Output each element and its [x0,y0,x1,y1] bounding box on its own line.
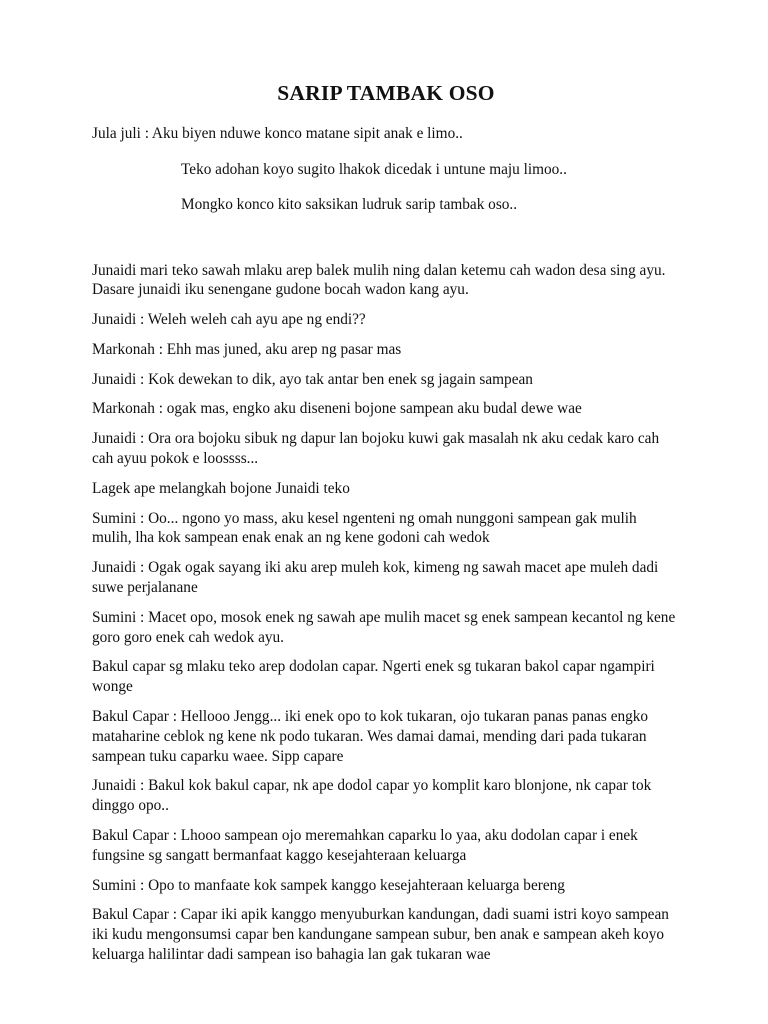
paragraph: Bakul Capar : Hellooo Jengg... iki enek opo to kok tukaran, ojo tukaran panas panas engko mataharine ceblok ng kene nk podo tukaran. Wes damai damai, mending dari pada tukaran sampean tuku caparku waee. Sipp capare [92,708,649,765]
paragraph: Lagek ape melangkah bojone Junaidi teko [92,479,350,497]
spacer [92,225,680,261]
document-title: SARIP TAMBAK OSO [277,81,495,105]
paragraph: Junaidi mari teko sawah mlaku arep balek mulih ning dalan ketemu cah wadon desa sing ayu. Dasare junaidi iku senengane gudone bocah wadon kang ayu. [92,261,666,299]
paragraph: Sumini : Macet opo, mosok enek ng sawah ape mulih macet sg enek sampean kecantol ng kene goro goro enek cah wedok ayu. [92,608,676,646]
paragraph: Junaidi : Weleh weleh cah ayu ape ng endi?? [92,311,366,329]
paragraph: Junaidi : Ora ora bojoku sibuk ng dapur lan bojoku kuwi gak masalah nk aku cedak karo cah cah ayuu pokok e loossss... [92,430,660,468]
paragraph: Junaidi : Ogak ogak sayang iki aku arep muleh kok, kimeng ng sawah macet ape muleh dadi suwe perjalanane [92,559,659,597]
paragraph: Junaidi : Kok dewekan to dik, ayo tak antar ben enek sg jagain sampean [92,370,533,388]
intro-line: Jula juli : Aku biyen nduwe konco matane sipit anak e limo.. [92,125,463,142]
paragraph: Markonah : Ehh mas juned, aku arep ng pasar mas [92,340,402,358]
paragraph: Markonah : ogak mas, engko aku diseneni bojone sampean aku budal dewe wae [92,400,582,418]
paragraph: Bakul capar sg mlaku teko arep dodolan capar. Ngerti enek sg tukaran bakol capar ngampiri wonge [92,658,655,696]
document-body [92,261,680,965]
intro-line: Mongko konco kito saksikan ludruk sarip tambak oso.. [181,196,518,213]
paragraph: Sumini : Oo... ngono yo mass, aku kesel ngenteni ng omah nunggoni sampean gak mulih mulih, lha kok sampean enak enak an ng kene godoni cah wedok [92,509,637,547]
paragraph: Bakul Capar : Lhooo sampean ojo meremahkan caparku lo yaa, aku dodolan capar i enek fungsine sg sangatt bermanfaat kaggo kesejahteraan keluarga [92,827,638,864]
intro-block [92,124,680,215]
intro-line: Teko adohan koyo sugito lhakok dicedak i untune maju limoo.. [181,160,567,178]
paragraph: Sumini : Opo to manfaate kok sampek kanggo kesejahteraan keluarga bereng [92,876,565,894]
paragraph: Junaidi : Bakul kok bakul capar, nk ape dodol capar yo komplit karo blonjone, nk capar tok dinggo opo.. [92,777,652,815]
paragraph: Bakul Capar : Capar iki apik kanggo menyuburkan kandungan, dadi suami istri koyo sampean iki kudu mengonsumsi capar ben kandungane sampean subur, ben anak e sampean akeh koyo keluarga halilintar dadi sampean iso bahagia lan gak tukaran wae [92,906,669,964]
